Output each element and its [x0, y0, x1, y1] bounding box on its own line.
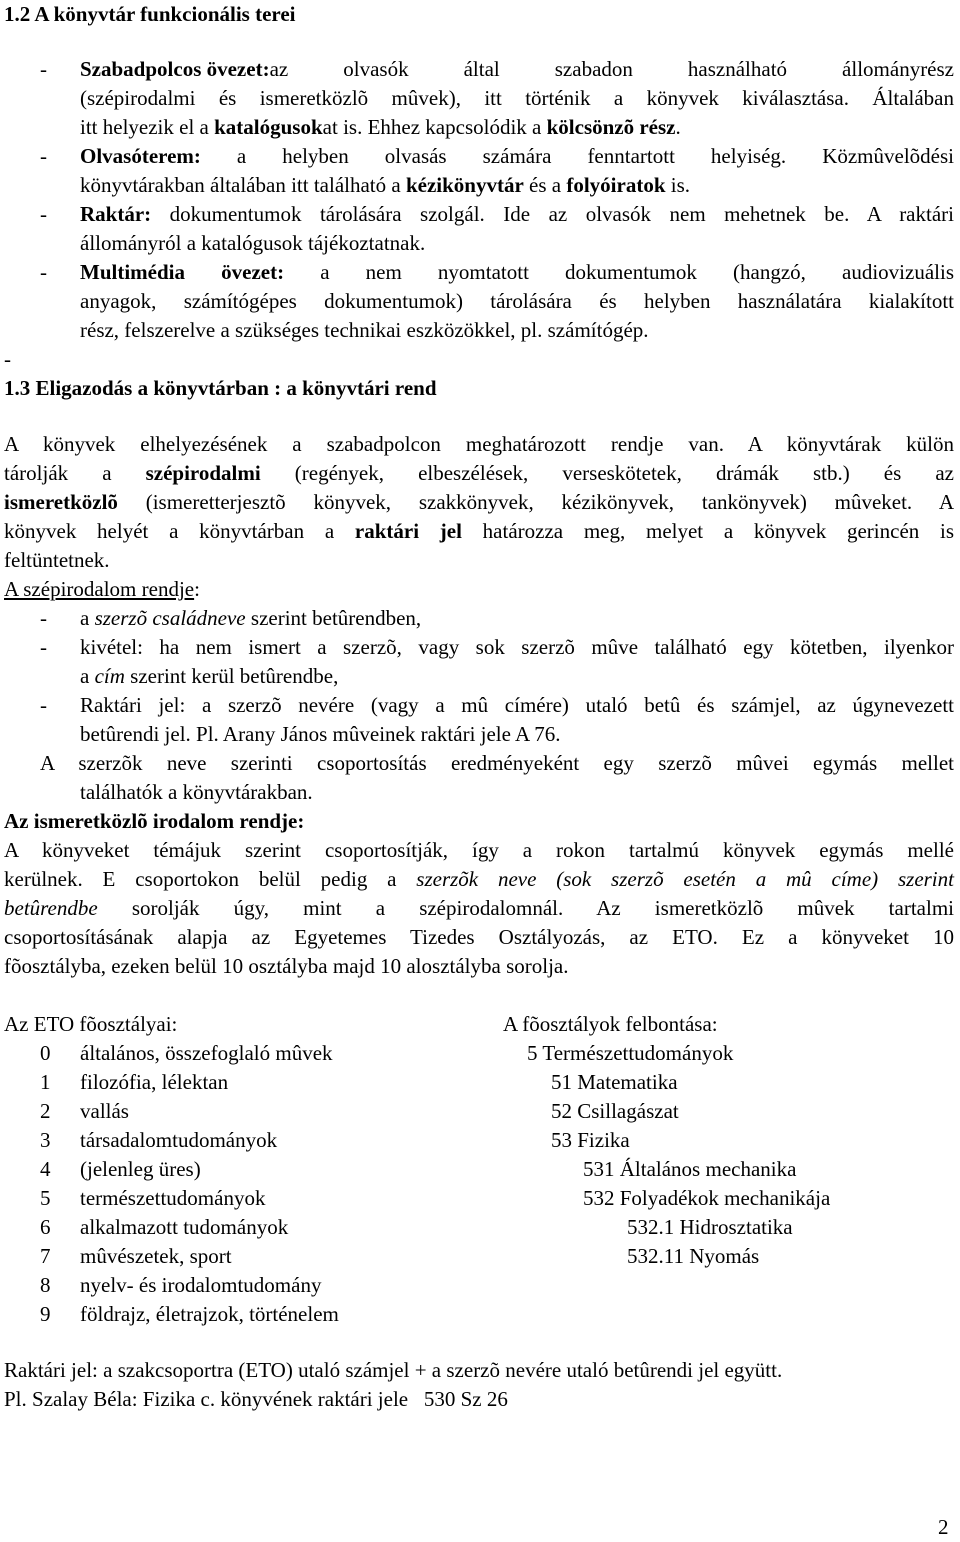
eto-class-label: mûvészetek, sport [80, 1244, 232, 1268]
eto-class-label: alkalmazott tudományok [80, 1215, 289, 1239]
text: kerülnek. E csoportokon belül pedig a [4, 867, 417, 891]
paragraph-line: A könyvek elhelyezésének a szabadpolcon meghatározott rendje van. A könyvtárak külön [4, 432, 954, 456]
eto-class-number: 4 [40, 1157, 51, 1181]
text: könyvtárakban általában itt található a [80, 173, 406, 197]
text: határozza meg, melyet a könyvek gerincén is [461, 519, 955, 543]
paragraph-line [4, 488, 954, 517]
paragraph-line: csoportosításának alapja az Egyetemes Tizedes Osztályozás, az ETO. Ez a könyveket 10 [4, 925, 954, 949]
subheading-colon: : [194, 577, 200, 601]
text: . [675, 115, 681, 139]
eto-class-number: 7 [40, 1244, 51, 1268]
term: folyóiratok [566, 173, 666, 197]
list-dash: - [4, 347, 11, 371]
eto-breakdown-item: 51 Matematika [551, 1070, 678, 1094]
list-dash: - [40, 693, 47, 717]
text: (regények, elbeszélések, verseskötetek, drámák stb.) és az [260, 461, 955, 485]
eto-class-label: földrajz, életrajzok, történelem [80, 1302, 339, 1326]
paragraph-line: fõosztályba, ezeken belül 10 osztályba majd 10 alosztályba sorolja. [4, 954, 569, 978]
list-item-line [80, 142, 954, 171]
eto-breakdown-item: 532 Folyadékok mechanikája [583, 1186, 831, 1210]
eto-class-label: vallás [80, 1099, 129, 1123]
list-item-line [80, 200, 954, 229]
term: kölcsönzõ rész [546, 115, 676, 139]
list-item-line: kivétel: ha nem ismert a szerzõ, vagy sok szerzõ mûve található egy kötetben, ilyenkor [80, 635, 954, 659]
paragraph-line [4, 894, 954, 923]
text: a [80, 606, 95, 630]
term: ismeretközlõ [4, 490, 118, 514]
footer-line: Raktári jel: a szakcsoportra (ETO) utaló számjel + a szerzõ nevére utaló betûrendi jel együtt. [4, 1358, 783, 1382]
term: Szabadpolcos övezet: [80, 57, 270, 81]
text: szerint betûrendben, [245, 606, 422, 630]
list-dash: - [40, 144, 47, 168]
term: raktári jel [354, 519, 462, 543]
paragraph-line [4, 459, 954, 488]
page-number: 2 [938, 1515, 949, 1539]
text: a helyben olvasás számára fenntartott helyiség. Közmûvelõdési [200, 144, 954, 168]
term: kézikönyvtár [405, 173, 524, 197]
eto-class-label: általános, összefoglaló mûvek [80, 1041, 333, 1065]
eto-class-label: társadalomtudományok [80, 1128, 278, 1152]
eto-breakdown-item: 53 Fizika [551, 1128, 630, 1152]
section-heading-text: 1.2 A könyvtár funkcionális terei [4, 2, 296, 26]
subheading: Az ismeretközlõ irodalom rendje: [4, 809, 305, 833]
paragraph-line [4, 517, 954, 546]
subheading-text: A szépirodalom rendje [4, 577, 195, 601]
list-item-line: betûrendi jel. Pl. Arany János mûveinek raktári jele A 76. [80, 722, 561, 746]
text: at is. Ehhez kapcsolódik a [322, 115, 547, 139]
text: az olvasók által szabadon használható állományrész [269, 57, 954, 81]
eto-breakdown-item: 532.11 Nyomás [627, 1244, 760, 1268]
text: szerint kerül betûrendbe, [124, 664, 339, 688]
term: Multimédia övezet: [80, 260, 285, 284]
section-heading [4, 0, 296, 29]
list-dash: - [40, 260, 47, 284]
eto-class-label: nyelv- és irodalomtudomány [80, 1273, 322, 1297]
list-item-line: állományról a katalógusok tájékoztatnak. [80, 231, 426, 255]
list-item-line [80, 113, 681, 142]
text: is. [665, 173, 691, 197]
list-dash: - [40, 635, 47, 659]
text: könyvek helyét a könyvtárban a [4, 519, 355, 543]
eto-breakdown-item: 531 Általános mechanika [583, 1157, 797, 1181]
list-item-line: rész, felszerelve a szükséges technikai eszközökkel, pl. számítógép. [80, 318, 649, 342]
text: sorolják úgy, mint a szépirodalomnál. Az ismeretközlõ mûvek tartalmi [97, 896, 954, 920]
eto-breakdown-item: 52 Csillagászat [551, 1099, 679, 1123]
list-dash: - [40, 202, 47, 226]
text: (ismeretterjesztõ könyvek, szakkönyvek, kézikönyvek, tankönyvek) mûveket. A [117, 490, 954, 514]
eto-class-label: filozófia, lélektan [80, 1070, 229, 1094]
eto-breakdown-title: A fõosztályok felbontása: [503, 1012, 718, 1036]
emphasis: betûrendbe [4, 896, 98, 920]
text: dokumentumok tárolására szolgál. Ide az olvasók nem mehetnek be. A raktári [151, 202, 954, 226]
emphasis: szerzõ családneve [94, 606, 246, 630]
eto-class-number: 9 [40, 1302, 51, 1326]
paragraph-line: találhatók a könyvtárakban. [80, 780, 313, 804]
term: Olvasóterem: [80, 144, 201, 168]
text: itt helyezik el a [80, 115, 215, 139]
emphasis: cím [94, 664, 125, 688]
term: katalógusok [214, 115, 323, 139]
footer-line: Pl. Szalay Béla: Fizika c. könyvének raktári jele 530 Sz 26 [4, 1387, 508, 1411]
list-item-line [80, 171, 690, 200]
eto-class-label: természettudományok [80, 1186, 266, 1210]
eto-class-number: 1 [40, 1070, 51, 1094]
list-item-line: anyagok, számítógépes dokumentumok) tárolására és helyben használatára kialakított [80, 289, 954, 313]
text: és a [523, 173, 567, 197]
term: Raktár: [80, 202, 152, 226]
term: szépirodalmi [145, 461, 261, 485]
list-item-line [80, 604, 421, 633]
eto-class-number: 5 [40, 1186, 51, 1210]
eto-main-classes-title: Az ETO fõosztályai: [4, 1012, 178, 1036]
eto-class-number: 3 [40, 1128, 51, 1152]
list-item-line [80, 662, 338, 691]
subheading [4, 575, 200, 604]
text: a nem nyomtatott dokumentumok (hangzó, audiovizuális [284, 260, 954, 284]
eto-class-number: 2 [40, 1099, 51, 1123]
eto-class-label: (jelenleg üres) [80, 1157, 201, 1181]
list-dash: - [40, 57, 47, 81]
paragraph-line: A szerzõk neve szerinti csoportosítás eredményeként egy szerzõ mûvei egymás mellet [40, 751, 954, 775]
eto-class-number: 8 [40, 1273, 51, 1297]
text: tárolják a [4, 461, 146, 485]
eto-breakdown-item: 532.1 Hidrosztatika [627, 1215, 793, 1239]
paragraph-line: feltüntetnek. [4, 548, 110, 572]
list-item-line [80, 55, 954, 84]
eto-class-number: 6 [40, 1215, 51, 1239]
section-heading: 1.3 Eligazodás a könyvtárban : a könyvtári rend [4, 376, 437, 400]
list-item-line [80, 258, 954, 287]
paragraph-line: A könyveket témájuk szerint csoportosítják, így a rokon tartalmú könyvek egymás mellé [4, 838, 954, 862]
eto-breakdown-item: 5 Természettudományok [527, 1041, 734, 1065]
list-item-line: Raktári jel: a szerzõ nevére (vagy a mû címére) utaló betû és számjel, az úgynevezett [80, 693, 954, 717]
list-dash: - [40, 606, 47, 630]
list-item-line: (szépirodalmi és ismeretközlõ mûvek), itt történik a könyvek kiválasztása. Általában [80, 86, 954, 110]
eto-class-number: 0 [40, 1041, 51, 1065]
paragraph-line [4, 865, 954, 894]
emphasis: szerzõk neve (sok szerzõ esetén a mû címe) szerint [416, 867, 954, 891]
text: a [80, 664, 95, 688]
